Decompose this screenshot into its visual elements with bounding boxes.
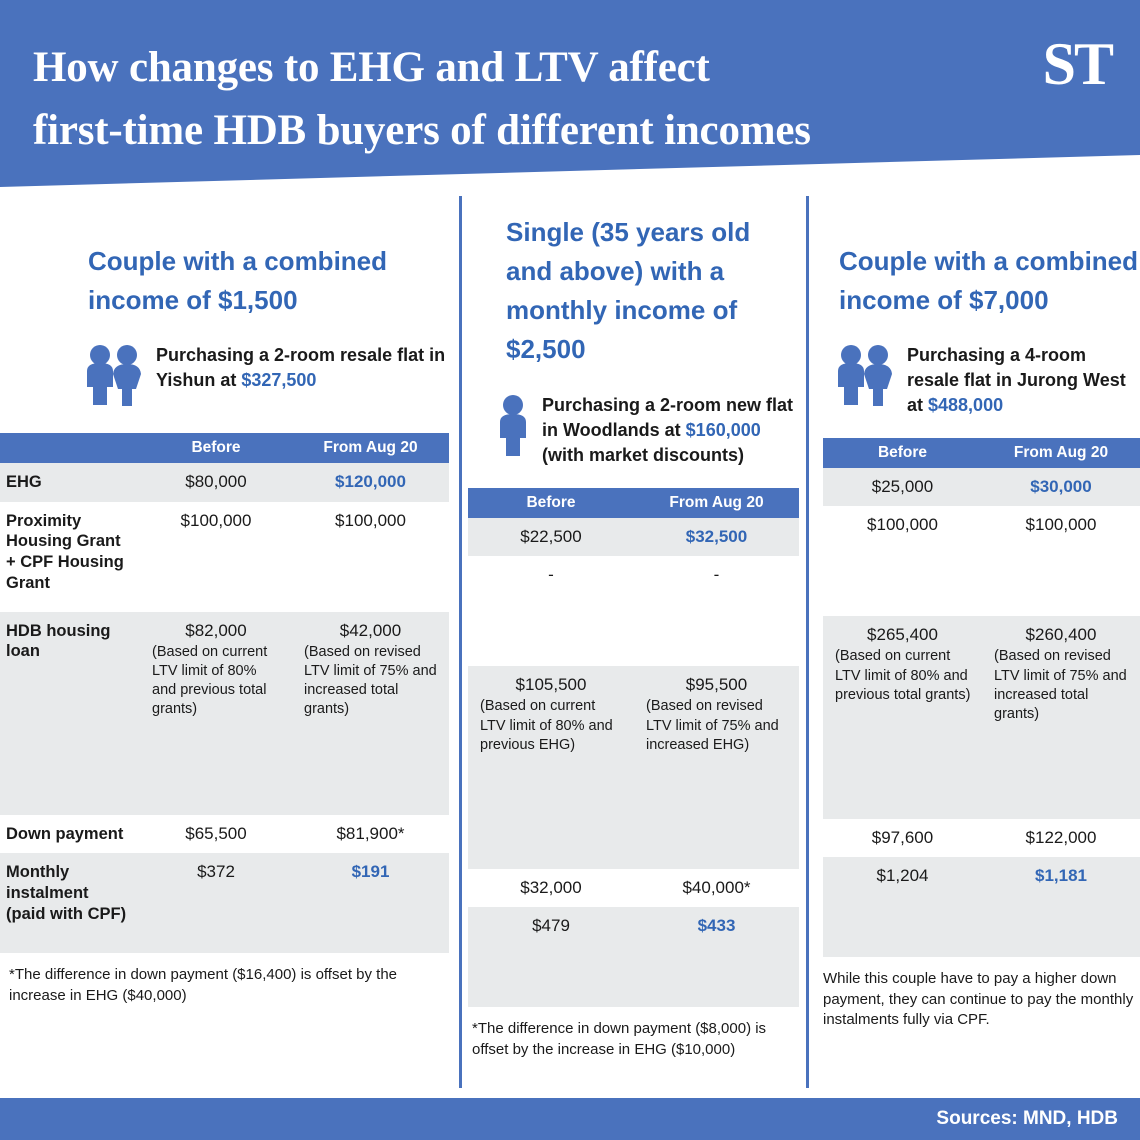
row-after-loan-1-value: $42,000 xyxy=(339,620,402,640)
row-before-downpayment-1: $65,500 xyxy=(140,815,292,854)
purchase-price-2: $160,000 xyxy=(685,419,761,440)
table-row xyxy=(823,506,1140,616)
scenario-column-1 xyxy=(0,205,455,1006)
row-before-loan-1 xyxy=(140,612,292,815)
table-row xyxy=(0,502,449,612)
row-before-loan-2 xyxy=(468,666,634,869)
table-row xyxy=(0,612,449,815)
row-after-loan-1-note: (Based on revised LTV limit of 75% and increased total grants) xyxy=(304,643,437,718)
row-after-ehg-2: $32,500 xyxy=(634,518,799,556)
table-row xyxy=(468,518,799,556)
header-before-2: Before xyxy=(468,488,634,518)
row-before-ehg-2: $22,500 xyxy=(468,518,634,556)
purchase-summary-1 xyxy=(0,320,455,412)
header-after-3: From Aug 20 xyxy=(982,438,1140,468)
row-label-loan-1: HDB housing loan xyxy=(0,612,140,815)
footnote-2: *The difference in down payment ($8,000) is offset by the increase in EHG ($10,000) xyxy=(472,1020,767,1058)
purchase-text-2-pre: Purchasing a 2-room new flat in Woodlands at xyxy=(542,395,794,440)
row-after-instalment-2: $433 xyxy=(634,907,799,1007)
sources-text: Sources: MND, HDB xyxy=(936,1108,1118,1129)
table-row xyxy=(823,819,1140,857)
row-before-ehg-1: $80,000 xyxy=(140,463,292,502)
purchase-summary-2 xyxy=(463,369,803,467)
table-row xyxy=(468,907,799,1007)
purchase-text-3 xyxy=(907,341,1140,417)
purchase-summary-3 xyxy=(811,320,1140,417)
two-people-icon xyxy=(84,341,144,412)
purchase-text-2-post: (with market discounts) xyxy=(542,444,745,465)
row-after-instalment-3: $1,181 xyxy=(982,857,1140,957)
row-before-phg-2: - xyxy=(468,556,634,666)
page-title-line-2: first-time HDB buyers of different incomes xyxy=(33,107,811,155)
row-after-instalment-1: $191 xyxy=(292,853,449,953)
one-person-icon xyxy=(496,391,530,462)
purchase-price-3: $488,000 xyxy=(928,394,1004,415)
header-blank-1 xyxy=(0,433,140,463)
row-before-loan-3-value: $265,400 xyxy=(867,625,938,645)
header-after-1: From Aug 20 xyxy=(292,433,449,463)
row-after-phg-3: $100,000 xyxy=(982,506,1140,616)
row-after-loan-3 xyxy=(982,616,1140,819)
table-header-row-1 xyxy=(0,433,449,463)
purchase-text-3-pre: Purchasing a 4-room resale flat in Jurong West at xyxy=(907,345,1126,415)
table-header-row-3 xyxy=(823,438,1140,468)
row-after-downpayment-3: $122,000 xyxy=(982,819,1140,857)
purchase-text-1-pre: Purchasing a 2-room resale flat in Yishun at xyxy=(156,345,446,390)
purchase-price-1: $327,500 xyxy=(241,369,317,390)
row-before-ehg-3: $25,000 xyxy=(823,468,982,506)
row-before-loan-2-note: (Based on current LTV limit of 80% and previous EHG) xyxy=(480,698,613,754)
comparison-table-1 xyxy=(0,433,449,953)
scenario-title-2: Single (35 years old and above) with a monthly income of $2,500 xyxy=(506,217,751,364)
row-after-loan-3-value: $260,400 xyxy=(1025,625,1097,645)
header-banner xyxy=(0,0,1140,205)
header-after-2: From Aug 20 xyxy=(634,488,799,518)
header-before-3: Before xyxy=(823,438,982,468)
footnote-3: While this couple have to pay a higher down payment, they can continue to pay the monthly instalments fully via CPF. xyxy=(823,970,1134,1028)
row-after-loan-2 xyxy=(634,666,799,869)
table-header-row-2 xyxy=(468,488,799,518)
row-label-downpayment-1: Down payment xyxy=(0,815,140,854)
row-after-phg-1: $100,000 xyxy=(292,502,449,612)
row-label-ehg-1: EHG xyxy=(0,463,140,502)
row-before-instalment-3: $1,204 xyxy=(823,857,982,957)
row-label-instalment-1: Monthly instalment (paid with CPF) xyxy=(0,853,140,953)
row-label-phg-1: Proximity Housing Grant + CPF Housing Grant xyxy=(0,502,140,612)
table-row xyxy=(823,857,1140,957)
two-people-icon xyxy=(835,341,895,412)
row-after-ehg-1: $120,000 xyxy=(292,463,449,502)
st-logo: ST xyxy=(1042,31,1112,97)
column-divider-1 xyxy=(459,196,462,1088)
comparison-table-2 xyxy=(468,488,799,1007)
row-before-phg-1: $100,000 xyxy=(140,502,292,612)
table-row xyxy=(0,463,449,502)
table-row xyxy=(468,666,799,869)
table-row xyxy=(823,468,1140,506)
purchase-text-1 xyxy=(156,341,455,393)
row-after-phg-2: - xyxy=(634,556,799,666)
header-wedge-divider xyxy=(0,155,1140,205)
footnote-1: *The difference in down payment ($16,400) is offset by the increase in EHG ($40,000) xyxy=(9,966,398,1004)
row-before-phg-3: $100,000 xyxy=(823,506,982,616)
header-before-1: Before xyxy=(140,433,292,463)
row-before-downpayment-3: $97,600 xyxy=(823,819,982,857)
row-before-loan-2-value: $105,500 xyxy=(515,675,587,695)
row-after-ehg-3: $30,000 xyxy=(982,468,1140,506)
page-title-line-1: How changes to EHG and LTV affect xyxy=(33,44,710,91)
row-before-loan-3 xyxy=(823,616,982,819)
row-after-loan-3-note: (Based on revised LTV limit of 75% and increased total grants) xyxy=(994,648,1127,723)
row-before-loan-1-note: (Based on current LTV limit of 80% and previous total grants) xyxy=(152,643,268,718)
footer-bar xyxy=(0,1098,1140,1140)
row-after-downpayment-2: $40,000* xyxy=(634,869,799,907)
row-after-downpayment-1: $81,900* xyxy=(292,815,449,854)
scenario-title-1: Couple with a combined income of $1,500 xyxy=(88,246,388,315)
row-before-loan-3-note: (Based on current LTV limit of 80% and previous total grants) xyxy=(835,648,971,704)
row-before-instalment-2: $479 xyxy=(468,907,634,1007)
table-row xyxy=(468,869,799,907)
table-row xyxy=(0,853,449,953)
row-after-loan-2-note: (Based on revised LTV limit of 75% and increased EHG) xyxy=(646,698,779,754)
page-title xyxy=(33,36,1033,162)
row-after-loan-2-value: $95,500 xyxy=(685,675,748,695)
row-after-loan-1 xyxy=(292,612,449,815)
row-before-loan-1-value: $82,000 xyxy=(185,620,247,640)
table-row xyxy=(468,556,799,666)
table-row xyxy=(0,815,449,854)
column-divider-2 xyxy=(806,196,809,1088)
purchase-text-2 xyxy=(542,391,803,467)
row-before-downpayment-2: $32,000 xyxy=(468,869,634,907)
comparison-table-3 xyxy=(823,438,1140,957)
table-row xyxy=(823,616,1140,819)
scenario-column-2 xyxy=(463,205,803,1060)
row-before-instalment-1: $372 xyxy=(140,853,292,953)
scenario-title-3: Couple with a combined income of $7,000 xyxy=(839,246,1139,315)
scenario-column-3 xyxy=(811,205,1140,1030)
